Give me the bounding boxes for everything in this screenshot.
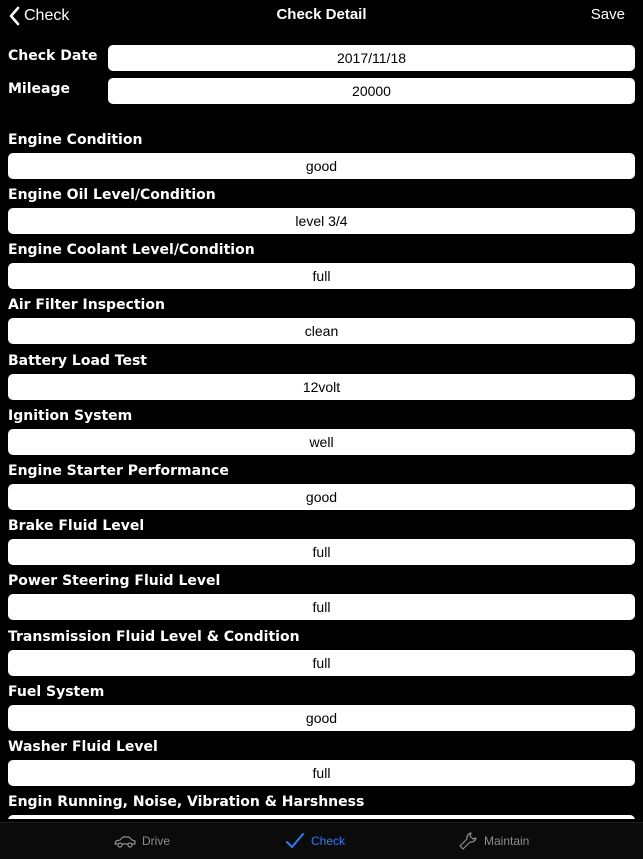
check-item-label: Engine Starter Performance: [8, 463, 229, 479]
page-title: Check Detail: [276, 6, 367, 23]
check-item-brake-fluid: [8, 517, 635, 565]
check-item-value-field[interactable]: good: [8, 153, 635, 179]
check-item-label: Fuel System: [8, 684, 105, 700]
check-item-label: Brake Fluid Level: [8, 518, 145, 534]
mileage-field[interactable]: 20000: [108, 78, 635, 104]
check-item-starter: [8, 462, 635, 510]
tab-maintain-label: Maintain: [484, 834, 530, 848]
check-item-label: Engine Coolant Level/Condition: [8, 242, 255, 258]
wrench-icon: [458, 831, 478, 851]
check-item-battery: [8, 352, 635, 400]
check-item-label: Battery Load Test: [8, 353, 147, 369]
car-icon: [114, 834, 136, 848]
check-item-value-field[interactable]: [8, 815, 635, 819]
tab-drive[interactable]: [114, 823, 170, 859]
check-detail-form[interactable]: [0, 32, 643, 819]
check-item-power-steering: [8, 572, 635, 620]
back-button-label: Check: [24, 7, 70, 24]
check-item-label: Ignition System: [8, 408, 133, 424]
check-item-label: Transmission Fluid Level & Condition: [8, 629, 300, 645]
check-item-value-field[interactable]: full: [8, 263, 635, 289]
check-item-engine-condition: [8, 131, 635, 179]
save-button[interactable]: Save: [590, 6, 625, 23]
tab-check-label: Check: [311, 834, 346, 848]
check-date-field[interactable]: 2017/11/18: [108, 45, 635, 71]
check-item-label: Engine Oil Level/Condition: [8, 187, 216, 203]
check-item-ignition: [8, 407, 635, 455]
check-item-engine-coolant: [8, 241, 635, 289]
check-item-transmission: [8, 628, 635, 676]
check-item-air-filter: [8, 296, 635, 344]
check-item-value-field[interactable]: clean: [8, 318, 635, 344]
check-item-fuel-system: [8, 683, 635, 731]
check-item-engine-running: [8, 793, 635, 819]
check-item-value-field[interactable]: full: [8, 650, 635, 676]
check-item-value-field[interactable]: full: [8, 760, 635, 786]
checkmark-icon: [285, 832, 305, 850]
tab-bar: [0, 822, 643, 859]
navigation-bar: [0, 0, 643, 32]
check-date-label: Check Date: [8, 48, 98, 64]
check-item-value-field[interactable]: good: [8, 705, 635, 731]
tab-drive-label: Drive: [142, 834, 171, 848]
check-item-label: Power Steering Fluid Level: [8, 573, 221, 589]
tab-check[interactable]: [285, 823, 345, 859]
check-item-washer-fluid: [8, 738, 635, 786]
check-item-label: Air Filter Inspection: [8, 297, 165, 313]
check-item-label: Engin Running, Noise, Vibration & Harshness: [8, 794, 365, 810]
check-item-value-field[interactable]: 12volt: [8, 374, 635, 400]
check-date-row: [8, 45, 635, 71]
check-item-label: Washer Fluid Level: [8, 739, 158, 755]
mileage-row: [8, 78, 635, 104]
check-item-value-field[interactable]: level 3/4: [8, 208, 635, 234]
check-item-value-field[interactable]: good: [8, 484, 635, 510]
mileage-label: Mileage: [8, 81, 70, 97]
check-item-value-field[interactable]: full: [8, 594, 635, 620]
check-item-value-field[interactable]: full: [8, 539, 635, 565]
check-item-label: Engine Condition: [8, 132, 143, 148]
check-item-value-field[interactable]: well: [8, 429, 635, 455]
tab-maintain[interactable]: [458, 823, 529, 859]
check-item-engine-oil: [8, 186, 635, 234]
